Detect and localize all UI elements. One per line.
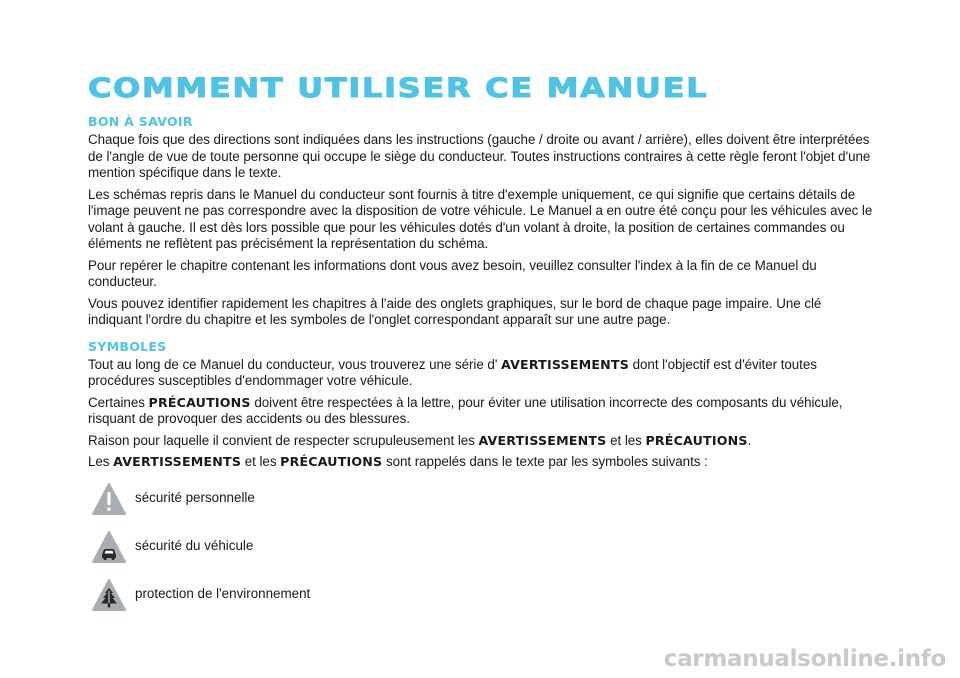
keyword-precautions: PRÉCAUTIONS [148, 394, 251, 410]
paragraph-tabs: Vous pouvez identifier rapidement les chapitres à l'aide des onglets graphiques, sur le bord de chaque page impaire. Une clé indiquant l'ordre du chapitre et les symboles de l'onglet correspondant apparaît sur une autre page. [88, 295, 822, 327]
paragraph-respect [88, 433, 878, 450]
symbol-item [88, 483, 878, 515]
paragraph-rappel [88, 454, 878, 471]
symbol-label-personal-safety: sécurité personnelle [135, 489, 255, 505]
text: Les [88, 454, 114, 469]
symbol-item [88, 531, 878, 563]
keyword-avertissements: AVERTISSEMENTS [478, 432, 607, 448]
keyword-precautions: PRÉCAUTIONS [280, 454, 383, 469]
manual-page [88, 74, 878, 627]
paragraph-precautions [88, 395, 878, 428]
symbol-label-vehicle-safety: sécurité du véhicule [135, 537, 254, 553]
text: . [747, 432, 752, 448]
paragraph-schemas: Les schémas repris dans le Manuel du conducteur sont fournis à titre d'exemple uniquement, ce qui signifie que certains détails de l'image peuvent ne pas correspondre avec la disposition de votre véhicule. Le Manuel a en outre été conçu pour les véhicules avec le volant à gauche. Il est dès lors possible que pour les véhicules dotés d'un volant à droite, la position de certaines commandes ou éléments ne reflètent pas précisément la représentation du schéma. [88, 186, 873, 251]
environment-tree-icon [91, 579, 127, 611]
text: sont rappelés dans le texte par les symboles suivants : [382, 454, 708, 469]
section-title-bon-a-savoir: BON À SAVOIR [88, 114, 193, 129]
warning-exclamation-icon [91, 483, 127, 515]
text: et les [606, 432, 646, 448]
symbol-label-environment: protection de l'environnement [135, 585, 311, 601]
text: doivent être respectées à la lettre, pour éviter une utilisation incorrecte des composants du véhicule, risquant de provoquer des accidents ou des blessures. [88, 394, 843, 426]
keyword-avertissements: AVERTISSEMENTS [501, 356, 629, 372]
text: dont l'objectif est d'éviter toutes procédures susceptibles d'endommager votre véhicule. [88, 356, 817, 388]
vehicle-safety-icon [91, 531, 127, 563]
paragraph-directions: Chaque fois que des directions sont indiquées dans les instructions (gauche / droite ou avant / arrière), elles doivent être interprétées de l'angle de vue de toute personne qui occupe le siège du conducteur. Toutes instructions contraires à cette règle feront l'objet d'une mention spécifique dans le texte. [88, 132, 871, 180]
symbol-list [88, 483, 878, 611]
text: Raison pour laquelle il convient de respecter scrupuleusement les [88, 432, 479, 448]
text: Certaines [88, 394, 149, 410]
text: Tout au long de ce Manuel du conducteur, vous trouverez une série d' [88, 356, 501, 372]
watermark-text: carmanualsonline.info [663, 646, 946, 672]
paragraph-avertissements [88, 357, 878, 390]
page-title: COMMENT UTILISER CE MANUEL [88, 73, 709, 104]
symbol-item [88, 579, 878, 611]
keyword-avertissements: AVERTISSEMENTS [113, 454, 242, 469]
text: et les [241, 454, 281, 469]
section-title-symboles: SYMBOLES [88, 338, 167, 354]
keyword-precautions: PRÉCAUTIONS [645, 432, 748, 448]
paragraph-index: Pour repérer le chapitre contenant les informations dont vous avez besoin, veuillez consulter l'index à la fin de ce Manuel du conducteur. [88, 257, 817, 289]
